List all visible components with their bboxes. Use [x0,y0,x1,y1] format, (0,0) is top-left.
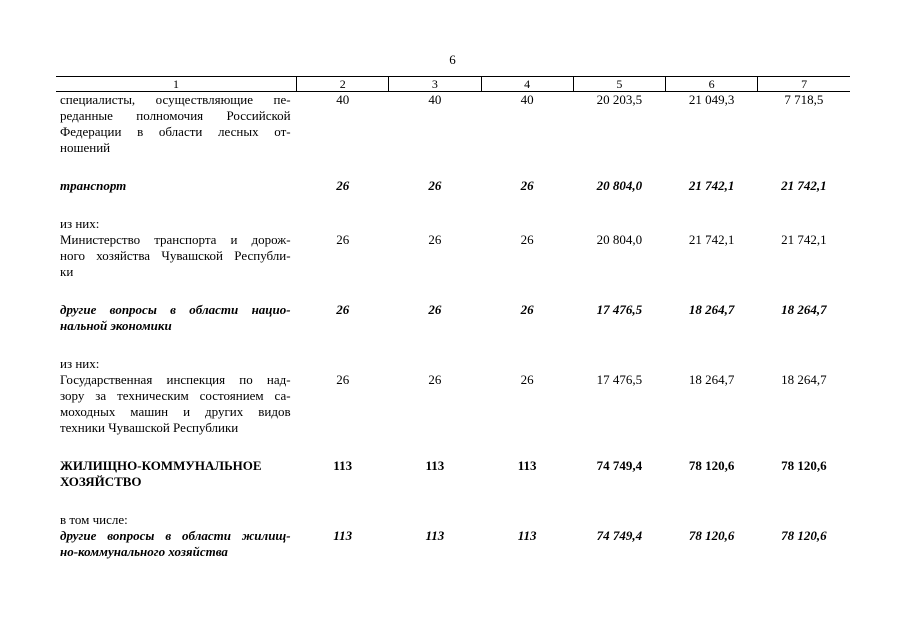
cell-value: 113 [517,458,537,473]
cell-value: 74 749,4 [596,528,643,543]
column-header: 4 [481,77,573,92]
cell-value: 18 264,7 [688,372,735,387]
row-label-line: зору за техническим состоянием са- [60,388,291,403]
budget-table [56,76,850,560]
row-label-line: ношений [60,140,111,155]
cell-value: 18 264,7 [781,302,827,317]
cell-value [665,512,757,528]
cell-value [481,356,573,372]
header-row [56,77,850,92]
cell-value: 26 [520,302,534,317]
cell-value: 26 [336,372,350,387]
row-spacer [56,194,850,216]
cell-value [758,356,850,372]
table-row [56,528,850,560]
row-label-line: Государственная инспекция по над- [60,372,291,387]
row-label [56,458,297,490]
cell-value: 26 [336,232,350,247]
cell-value: 40 [336,92,350,107]
cell-value: 21 049,3 [688,92,735,107]
row-spacer [56,334,850,356]
table-row [56,302,850,334]
table-row [56,178,850,194]
row-label [56,178,297,194]
cell-value: 17 476,5 [596,372,643,387]
cell-value [297,216,389,232]
table-row [56,216,850,232]
row-label [56,528,297,560]
row-label-line: специалисты, осуществляющие пе- [60,92,291,107]
column-header: 1 [56,77,297,92]
row-label-line: ХОЗЯЙСТВО [60,474,142,489]
cell-value: 113 [425,528,445,543]
row-label-line: Федерации в области лесных от- [60,124,291,139]
cell-value: 26 [520,232,534,247]
row-label-line: ЖИЛИЩНО-КОММУНАЛЬНОЕ [60,458,262,473]
table-row [56,356,850,372]
row-label-line: из них: [60,216,100,231]
row-label [56,232,297,280]
cell-value: 78 120,6 [688,458,735,473]
cell-value [758,512,850,528]
cell-value [297,356,389,372]
cell-value [389,356,481,372]
cell-value [481,216,573,232]
cell-value: 18 264,7 [781,372,827,387]
row-label-line: другие вопросы в области нацио- [60,302,291,317]
table-row [56,458,850,490]
cell-value: 26 [428,372,442,387]
cell-value: 21 742,1 [781,232,827,247]
column-header: 2 [297,77,389,92]
page-number: 6 [449,52,456,67]
row-label-line: в том числе: [60,512,128,527]
cell-value [665,356,757,372]
cell-value: 26 [520,178,534,193]
cell-value [573,216,665,232]
cell-value: 113 [333,528,353,543]
cell-value: 17 476,5 [596,302,643,317]
row-spacer [56,280,850,302]
cell-value: 26 [428,302,442,317]
cell-value: 113 [517,528,537,543]
cell-value: 21 742,1 [688,232,735,247]
cell-value: 26 [336,302,350,317]
row-label [56,356,297,372]
cell-value [573,356,665,372]
table-row [56,232,850,280]
row-label-line: другие вопросы в области жилищ- [60,528,291,543]
row-label-line: транспорт [60,178,127,193]
row-spacer [56,436,850,458]
cell-value: 21 742,1 [688,178,735,193]
cell-value: 20 804,0 [596,178,643,193]
cell-value [573,512,665,528]
row-label-line: Министерство транспорта и дорож- [60,232,291,247]
cell-value: 40 [520,92,534,107]
row-label [56,216,297,232]
column-header: 3 [389,77,481,92]
row-label-line: техники Чувашской Республики [60,420,239,435]
row-label [56,372,297,436]
cell-value: 78 120,6 [781,528,827,543]
cell-value: 113 [425,458,445,473]
row-label-line: но-коммунального хозяйства [60,544,228,559]
cell-value: 26 [428,178,442,193]
column-header: 7 [758,77,850,92]
cell-value [665,216,757,232]
cell-value [389,216,481,232]
cell-value: 26 [428,232,442,247]
row-label-line: нальной экономики [60,318,172,333]
cell-value: 26 [336,178,350,193]
row-label [56,302,297,334]
row-label [56,92,297,157]
cell-value [758,216,850,232]
table-row [56,92,850,157]
column-header: 6 [665,77,757,92]
cell-value: 20 804,0 [596,232,643,247]
table-row [56,372,850,436]
column-header: 5 [573,77,665,92]
row-label-line: реданные полномочия Российской [60,108,291,123]
cell-value: 18 264,7 [688,302,735,317]
cell-value: 74 749,4 [596,458,643,473]
cell-value: 26 [520,372,534,387]
row-label-line: ного хозяйства Чувашской Республи- [60,248,291,263]
cell-value: 7 718,5 [784,92,824,107]
cell-value [481,512,573,528]
table-row [56,512,850,528]
cell-value: 78 120,6 [781,458,827,473]
row-label-line: ки [60,264,74,279]
cell-value [297,512,389,528]
row-label-line: из них: [60,356,100,371]
cell-value: 78 120,6 [688,528,735,543]
cell-value: 21 742,1 [781,178,827,193]
row-spacer [56,490,850,512]
row-label-line: моходных машин и других видов [60,404,291,419]
cell-value [389,512,481,528]
cell-value: 20 203,5 [596,92,643,107]
row-spacer [56,156,850,178]
cell-value: 40 [428,92,442,107]
cell-value: 113 [333,458,353,473]
row-label [56,512,297,528]
